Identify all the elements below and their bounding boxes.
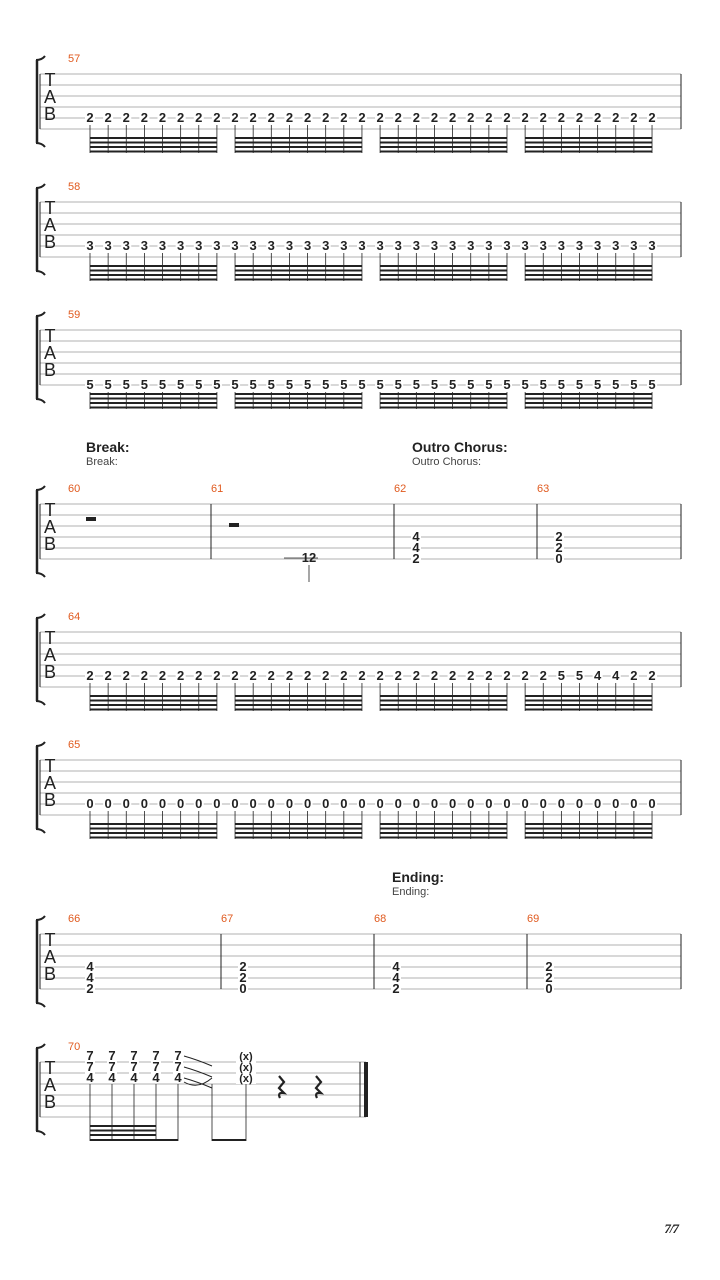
measure-number: 60	[68, 483, 81, 495]
bracket-top-hook	[36, 184, 45, 188]
tab-clef-letter: B	[43, 534, 57, 554]
tab-note: 2	[557, 110, 565, 125]
tab-note: 4	[86, 1070, 94, 1085]
tab-note: 5	[122, 377, 130, 392]
tab-note: 5	[648, 377, 656, 392]
tab-clef-letter: B	[43, 360, 57, 380]
tab-note: 5	[503, 377, 511, 392]
measure-number: 65	[68, 739, 81, 751]
tab-note: 0	[555, 551, 563, 566]
slide-curve	[184, 1078, 212, 1088]
tab-note: 0	[594, 796, 602, 811]
bracket-top-hook	[36, 312, 45, 316]
tab-note: 5	[612, 377, 620, 392]
tab-note: 2	[612, 110, 620, 125]
tab-note: 2	[322, 668, 330, 683]
tab-note: 0	[177, 796, 185, 811]
tab-note: 2	[545, 959, 553, 974]
bracket-bottom-hook	[36, 701, 45, 705]
tab-note: 3	[195, 238, 203, 253]
ending-subtitle: Ending:	[392, 886, 430, 898]
tab-clef-letter: A	[43, 1075, 57, 1095]
tab-clef-letter: A	[43, 773, 57, 793]
measure-number: 64	[68, 611, 81, 623]
measure-number: 57	[68, 53, 81, 65]
tab-note: 3	[394, 238, 402, 253]
tab-note: 3	[467, 238, 475, 253]
tab-clef-letter: A	[43, 645, 57, 665]
tab-clef-letter: T	[44, 198, 56, 218]
tab-note: 5	[267, 377, 275, 392]
tab-note: 2	[521, 110, 529, 125]
bracket-top-hook	[36, 486, 45, 490]
tab-note: 3	[285, 238, 294, 253]
tab-note: 2	[503, 668, 511, 683]
tab-note: 7	[130, 1059, 138, 1074]
tab-note: 2	[285, 668, 294, 683]
tab-note: 2	[467, 110, 475, 125]
tab-note: 5	[467, 377, 475, 392]
tab-note: 0	[122, 796, 130, 811]
tab-note: 2	[467, 668, 475, 683]
tab-clef-letter: B	[43, 790, 57, 810]
tab-note: 4	[86, 970, 94, 985]
outro-chorus-title: Outro Chorus:	[412, 439, 508, 455]
tab-note: 4	[392, 970, 400, 985]
tab-note: 4	[412, 529, 420, 544]
tab-note: 5	[158, 377, 167, 392]
tab-note: 0	[467, 796, 475, 811]
tab-note: 2	[630, 668, 638, 683]
tab-note: 0	[485, 796, 493, 811]
tab-note: 2	[86, 110, 94, 125]
dead-note: (x)	[239, 1062, 253, 1074]
tab-note: 3	[322, 238, 330, 253]
tab-note: 2	[545, 970, 553, 985]
tab-note: 3	[231, 238, 239, 253]
tab-note: 2	[122, 668, 130, 683]
tab-note: 7	[86, 1059, 94, 1074]
tab-note: 2	[177, 668, 185, 683]
half-rest	[229, 523, 239, 527]
tab-note: 2	[249, 110, 257, 125]
tab-clef-letter: B	[43, 662, 57, 682]
tab-note: 2	[303, 110, 312, 125]
tab-note: 2	[575, 110, 584, 125]
tab-note: 5	[575, 668, 584, 683]
tab-note: 3	[376, 238, 384, 253]
tab-note: 2	[539, 668, 547, 683]
tab-note: 4	[412, 540, 420, 555]
tab-clef-letter: A	[43, 343, 57, 363]
tab-note: 3	[448, 238, 457, 253]
tab-note: 7	[86, 1048, 94, 1063]
tab-note: 0	[430, 796, 439, 811]
tab-note: 0	[322, 796, 330, 811]
tab-note: 5	[430, 377, 439, 392]
tab-clef-letter: T	[44, 930, 56, 950]
tab-note: 0	[557, 796, 565, 811]
tab-note: 0	[630, 796, 638, 811]
bracket-top-hook	[36, 56, 45, 60]
measure-number: 67	[221, 913, 234, 925]
tab-note: 3	[213, 238, 221, 253]
tab-note: 5	[539, 377, 547, 392]
bracket-bottom-hook	[36, 399, 45, 403]
tab-note: 3	[612, 238, 620, 253]
tab-note: 2	[555, 540, 563, 555]
tab-note: 4	[594, 668, 602, 683]
tab-note: 4	[86, 959, 94, 974]
tab-note: 7	[152, 1059, 160, 1074]
tab-note: 2	[430, 110, 439, 125]
tab-note: 3	[539, 238, 547, 253]
tab-clef-letter: T	[44, 70, 56, 90]
tab-clef-letter: B	[43, 964, 57, 984]
tab-note: 5	[213, 377, 221, 392]
tab-note: 5	[594, 377, 602, 392]
tab-clef-letter: B	[43, 104, 57, 124]
tab-note: 2	[539, 110, 547, 125]
tab-note: 2	[394, 668, 402, 683]
tab-note: 5	[140, 377, 149, 392]
tab-clef-letter: A	[43, 517, 57, 537]
measure-number: 70	[68, 1041, 81, 1053]
tab-note: 0	[285, 796, 294, 811]
tab-note: 2	[267, 668, 275, 683]
tab-note: 5	[448, 377, 457, 392]
tab-note: 2	[86, 981, 94, 996]
tab-note: 0	[86, 796, 94, 811]
tab-note: 5	[285, 377, 294, 392]
tab-note: 3	[575, 238, 584, 253]
tab-note: 5	[485, 377, 493, 392]
tab-note: 7	[108, 1048, 116, 1063]
bracket-bottom-hook	[36, 1003, 45, 1007]
measure-number: 58	[68, 181, 81, 193]
tab-note: 4	[108, 1070, 116, 1085]
measure-number: 66	[68, 913, 81, 925]
tab-note: 2	[358, 668, 366, 683]
tab-note: 2	[195, 110, 203, 125]
tab-note: 3	[485, 238, 493, 253]
break-title: Break:	[86, 439, 130, 455]
tab-note: 2	[521, 668, 529, 683]
dead-note: (x)	[239, 1073, 253, 1085]
tab-note: 2	[648, 110, 656, 125]
tab-note: 5	[557, 668, 565, 683]
tab-system	[36, 56, 681, 153]
tab-note: 0	[376, 796, 384, 811]
tab-note: 0	[545, 981, 553, 996]
tab-note: 0	[231, 796, 239, 811]
measure-number: 62	[394, 483, 407, 495]
tab-note: 2	[340, 110, 348, 125]
tab-clef-letter: T	[44, 756, 56, 776]
tab-note: 3	[648, 238, 656, 253]
tab-note: 3	[158, 238, 167, 253]
tab-note: 0	[358, 796, 366, 811]
bracket-top-hook	[36, 614, 45, 618]
tab-note: 2	[340, 668, 348, 683]
tab-note: 5	[195, 377, 203, 392]
dead-note: (x)	[239, 1051, 253, 1063]
tab-clef-letter: T	[44, 326, 56, 346]
tab-note: 3	[104, 238, 112, 253]
tab-system	[36, 742, 681, 839]
bracket-top-hook	[36, 916, 45, 920]
tab-note: 0	[412, 796, 420, 811]
bracket-bottom-hook	[36, 271, 45, 275]
tab-note: 2	[140, 110, 149, 125]
tab-note: 2	[213, 668, 221, 683]
tab-note: 2	[392, 981, 400, 996]
tab-note: 4	[174, 1070, 182, 1085]
tab-note: 2	[267, 110, 275, 125]
tab-note: 2	[430, 668, 439, 683]
tab-note: 3	[340, 238, 348, 253]
tab-note: 7	[108, 1059, 116, 1074]
tab-note: 2	[249, 668, 257, 683]
tab-note: 3	[594, 238, 602, 253]
tab-note: 5	[303, 377, 312, 392]
tab-note: 2	[485, 668, 493, 683]
tab-note: 2	[376, 668, 384, 683]
tab-note: 3	[521, 238, 529, 253]
tab-note: 0	[612, 796, 620, 811]
tab-note: 2	[594, 110, 602, 125]
tab-note: 2	[376, 110, 384, 125]
tab-note: 0	[539, 796, 547, 811]
tab-note: 0	[448, 796, 457, 811]
tab-note: 0	[648, 796, 656, 811]
tab-note: 5	[86, 377, 94, 392]
tab-note: 3	[430, 238, 439, 253]
tab-note: 5	[249, 377, 257, 392]
bracket-top-hook	[36, 742, 45, 746]
measure-number: 61	[211, 483, 224, 495]
tab-note: 7	[152, 1048, 160, 1063]
tab-note: 5	[177, 377, 185, 392]
tab-note: 0	[239, 981, 247, 996]
bracket-bottom-hook	[36, 573, 45, 577]
tab-note: 4	[612, 668, 620, 683]
slide-curve	[184, 1056, 212, 1066]
measure-number: 68	[374, 913, 387, 925]
tab-note: 0	[249, 796, 257, 811]
tab-note: 0	[104, 796, 112, 811]
tab-note: 3	[267, 238, 275, 253]
tab-note: 3	[122, 238, 130, 253]
tab-note: 5	[376, 377, 384, 392]
bracket-top-hook	[36, 1044, 45, 1048]
tab-note: 2	[448, 110, 457, 125]
tab-note: 2	[285, 110, 294, 125]
outro-chorus-subtitle: Outro Chorus:	[412, 456, 482, 468]
tab-note: 2	[158, 110, 167, 125]
tab-note: 7	[174, 1048, 182, 1063]
tab-note: 2	[86, 668, 94, 683]
tab-note: 2	[412, 110, 420, 125]
tab-system	[36, 916, 681, 1007]
tab-note: 5	[231, 377, 239, 392]
section-ending-label	[392, 869, 444, 898]
tab-note: 7	[130, 1048, 138, 1063]
tab-note: 3	[86, 238, 94, 253]
section-break-label	[86, 439, 130, 468]
tab-note: 2	[104, 668, 112, 683]
tab-note: 5	[575, 377, 584, 392]
tab-note: 3	[358, 238, 366, 253]
tab-note: 2	[503, 110, 511, 125]
tab-clef-letter: A	[43, 947, 57, 967]
tab-note: 2	[239, 959, 247, 974]
tab-note: 3	[140, 238, 149, 253]
tab-note: 4	[392, 959, 400, 974]
tab-clef-letter: A	[43, 87, 57, 107]
tab-clef-letter: T	[44, 500, 56, 520]
tab-note: 2	[104, 110, 112, 125]
tab-note: 0	[503, 796, 511, 811]
measure-number: 63	[537, 483, 550, 495]
tab-clef-letter: T	[44, 628, 56, 648]
tab-note: 3	[557, 238, 565, 253]
measure-number: 59	[68, 309, 81, 321]
tab-note: 3	[503, 238, 511, 253]
tab-note: 2	[177, 110, 185, 125]
tab-note: 0	[140, 796, 149, 811]
bracket-bottom-hook	[36, 143, 45, 147]
tab-note: 5	[394, 377, 402, 392]
tab-note: 2	[303, 668, 312, 683]
tab-note: 2	[358, 110, 366, 125]
tab-note: 0	[521, 796, 529, 811]
tab-note: 5	[340, 377, 348, 392]
tab-note: 3	[412, 238, 420, 253]
tab-note: 7	[174, 1059, 182, 1074]
ending-title: Ending:	[392, 869, 445, 885]
tab-note: 3	[249, 238, 257, 253]
tab-note: 2	[231, 668, 239, 683]
tab-note: 3	[177, 238, 185, 253]
tab-note: 0	[303, 796, 312, 811]
tab-note: 2	[122, 110, 130, 125]
tab-note: 2	[195, 668, 203, 683]
tab-note: 0	[340, 796, 348, 811]
page-number: 7/7	[664, 1221, 678, 1236]
tab-note: 0	[267, 796, 275, 811]
tab-note: 2	[448, 668, 457, 683]
tab-note: 5	[104, 377, 112, 392]
tab-note: 5	[521, 377, 529, 392]
tab-note: 5	[322, 377, 330, 392]
tab-note: 0	[213, 796, 221, 811]
tab-note: 2	[231, 110, 239, 125]
whole-rest	[86, 517, 96, 521]
tab-note: 0	[575, 796, 584, 811]
tab-clef-letter: B	[43, 232, 57, 252]
tab-note: 2	[412, 551, 420, 566]
tab-system	[36, 312, 681, 409]
slide-curve	[184, 1067, 212, 1077]
tab-note: 2	[322, 110, 330, 125]
measure-number: 69	[527, 913, 540, 925]
tab-note: 3	[303, 238, 312, 253]
tab-note: 2	[239, 970, 247, 985]
tab-system	[36, 614, 681, 711]
section-outro-chorus-label	[412, 439, 508, 468]
tab-note: 2	[555, 529, 563, 544]
tab-note: 5	[557, 377, 565, 392]
tab-note: 0	[158, 796, 167, 811]
tab-note: 5	[412, 377, 420, 392]
tab-note: 5	[630, 377, 638, 392]
bracket-bottom-hook	[36, 829, 45, 833]
tab-note: 4	[152, 1070, 160, 1085]
bracket-bottom-hook	[36, 1131, 45, 1135]
tab-note: 2	[140, 668, 149, 683]
tab-note: 5	[358, 377, 366, 392]
tab-clef-letter: T	[44, 1058, 56, 1078]
tab-system	[36, 184, 681, 281]
tab-note: 4	[130, 1070, 138, 1085]
tab-note-below: 12	[301, 550, 317, 565]
break-subtitle: Break:	[86, 456, 118, 468]
tab-note: 2	[158, 668, 167, 683]
tab-note: 0	[195, 796, 203, 811]
tab-clef-letter: A	[43, 215, 57, 235]
tab-note: 0	[394, 796, 402, 811]
tab-note: 2	[485, 110, 493, 125]
tab-note: 2	[412, 668, 420, 683]
tab-note: 2	[630, 110, 638, 125]
tab-note: 2	[394, 110, 402, 125]
tab-note: 2	[648, 668, 656, 683]
tab-note: 2	[213, 110, 221, 125]
tab-note: 3	[630, 238, 638, 253]
tab-system	[36, 486, 681, 582]
tab-clef-letter: B	[43, 1092, 57, 1112]
